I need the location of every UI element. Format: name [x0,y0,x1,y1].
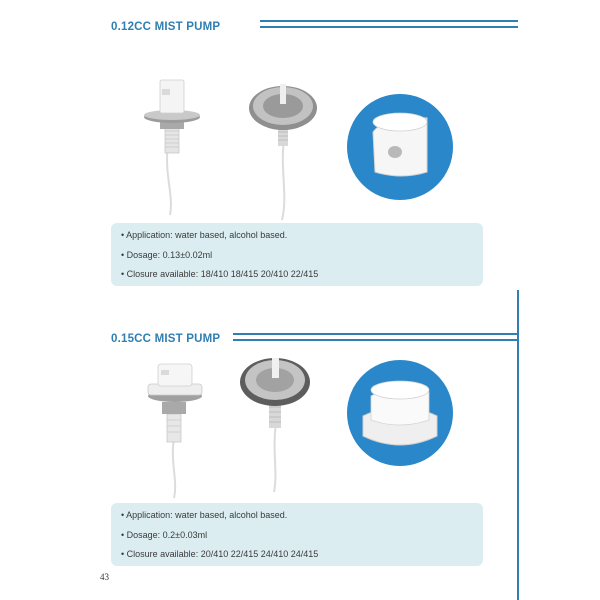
actuator-image [345,92,455,202]
page-number: 43 [100,572,109,582]
section-title: 0.12CC MIST PUMP [111,21,221,33]
section-title: 0.15CC MIST PUMP [111,333,221,345]
dosage-text: • Dosage: 0.13±0.02ml [121,250,213,260]
header-rule [233,339,518,341]
spec-box [111,223,483,286]
mist-pump-image [140,75,210,215]
dosage-text: • Dosage: 0.2±0.03ml [121,530,208,540]
valve-cup-image [238,352,328,492]
header-rule [260,20,518,22]
application-text: • Application: water based, alcohol based. [121,510,288,520]
header-rule [260,26,518,28]
application-text: • Application: water based, alcohol based. [121,230,288,240]
closure-text: • Closure available: 20/410 22/415 24/410 24/415 [121,549,319,559]
actuator-image [345,358,455,468]
closure-text: • Closure available: 18/410 18/415 20/410 22/415 [121,269,319,279]
mist-pump-image [140,358,210,498]
side-rule [517,290,519,600]
spec-box [111,503,483,566]
header-rule [233,333,518,335]
valve-cup-image [240,80,330,220]
